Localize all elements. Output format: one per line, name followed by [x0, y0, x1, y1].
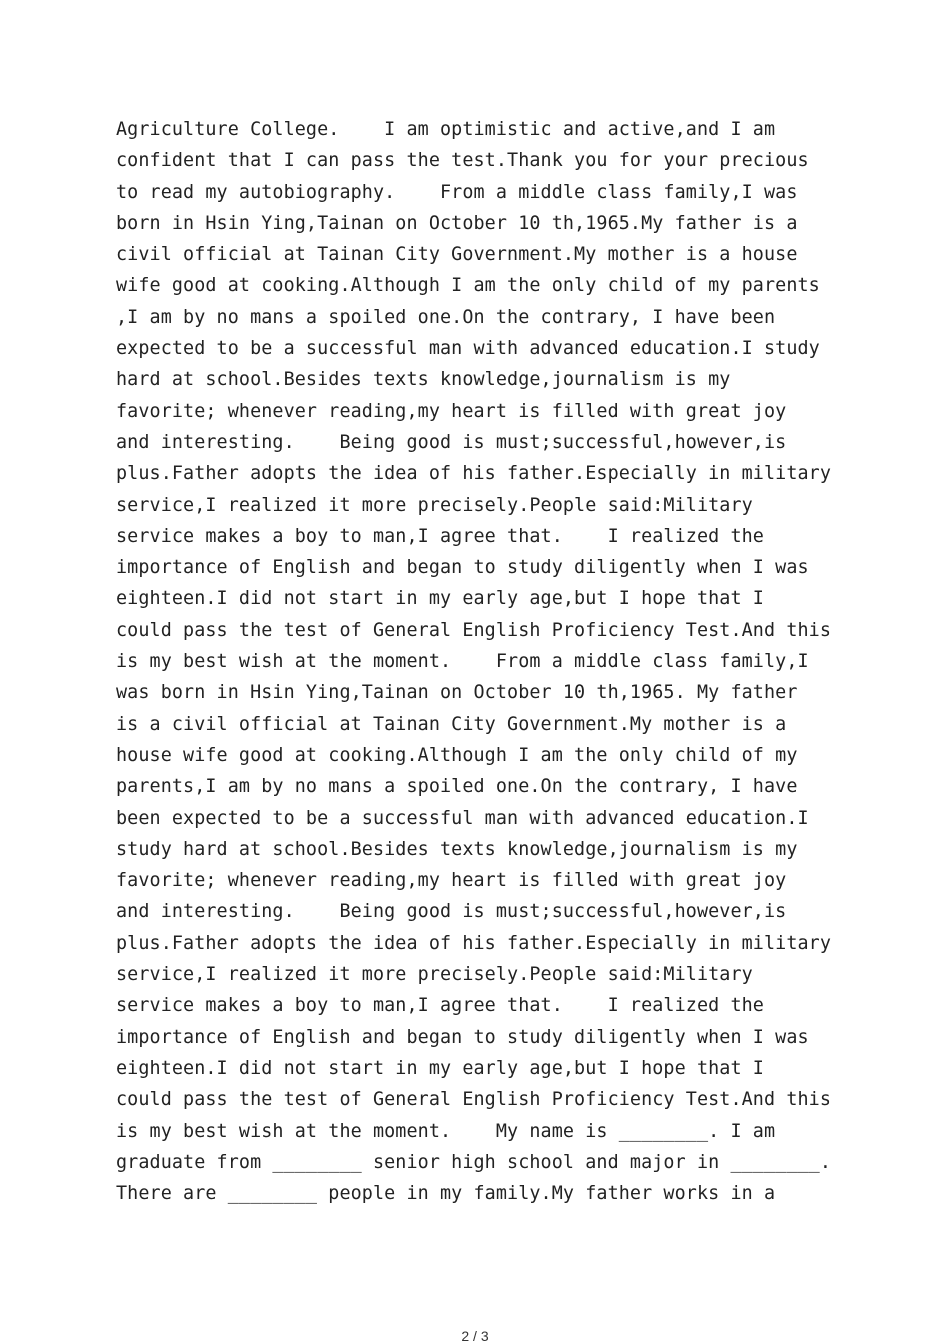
text-line: eighteen.I did not start in my early age,but I hope that I — [116, 1057, 764, 1079]
text-line: There are ________ people in my family.My father works in a — [116, 1183, 776, 1205]
text-line: plus.Father adopts the idea of his father.Especially in military — [116, 932, 832, 954]
text-line: was born in Hsin Ying,Tainan on October 10 th,1965. My father — [116, 682, 798, 704]
text-line: favorite; whenever reading,my heart is filled with great joy — [116, 400, 787, 422]
text-line: and interesting. Being good is must;successful,however,is — [116, 901, 787, 923]
text-line: study hard at school.Besides texts knowledge,journalism is my — [116, 838, 798, 860]
text-line: graduate from ________ senior high school and major in ________. — [116, 1151, 832, 1173]
text-line: favorite; whenever reading,my heart is filled with great joy — [116, 870, 787, 892]
text-line: hard at school.Besides texts knowledge,journalism is my — [116, 369, 731, 391]
text-line: service makes a boy to man,I agree that. I realized the — [116, 525, 764, 547]
text-line: service makes a boy to man,I agree that. I realized the — [116, 995, 764, 1017]
text-line: plus.Father adopts the idea of his father.Especially in military — [116, 463, 832, 485]
text-line: is a civil official at Tainan City Government.My mother is a — [116, 713, 787, 735]
text-line: Agriculture College. I am optimistic and active,and I am — [116, 119, 776, 140]
text-line: expected to be a successful man with advanced education.I study — [116, 338, 820, 360]
text-line: to read my autobiography. From a middle class family,I was — [116, 181, 798, 203]
text-line: could pass the test of General English Proficiency Test.And this — [116, 619, 832, 641]
text-line: service,I realized it more precisely.People said:Military — [116, 494, 753, 516]
text-line: importance of English and began to study diligently when I was — [116, 1026, 809, 1048]
text-line: eighteen.I did not start in my early age,but I hope that I — [116, 588, 764, 610]
body-text — [116, 114, 846, 1209]
text-line: house wife good at cooking.Although I am the only child of my — [116, 744, 798, 766]
text-line: is my best wish at the moment. From a middle class family,I — [116, 651, 809, 673]
text-line: service,I realized it more precisely.People said:Military — [116, 964, 753, 986]
text-line: importance of English and began to study diligently when I was — [116, 557, 809, 579]
text-line: parents,I am by no mans a spoiled one.On the contrary, I have — [116, 776, 798, 798]
text-line: could pass the test of General English Proficiency Test.And this — [116, 1089, 832, 1111]
text-line: and interesting. Being good is must;successful,however,is — [116, 431, 787, 453]
text-line: been expected to be a successful man with advanced education.I — [116, 807, 809, 829]
text-line: confident that I can pass the test.Thank you for your precious — [116, 150, 809, 172]
text-line: is my best wish at the moment. My name is ________. I am — [116, 1120, 776, 1142]
text-line: born in Hsin Ying,Tainan on October 10 th,1965.My father is a — [116, 212, 798, 234]
page-number: 2 / 3 — [461, 1328, 489, 1344]
text-line: wife good at cooking.Although I am the only child of my parents — [116, 275, 820, 297]
text-line: civil official at Tainan City Government.My mother is a house — [116, 244, 798, 266]
text-line: ,I am by no mans a spoiled one.On the contrary, I have been — [116, 306, 776, 328]
